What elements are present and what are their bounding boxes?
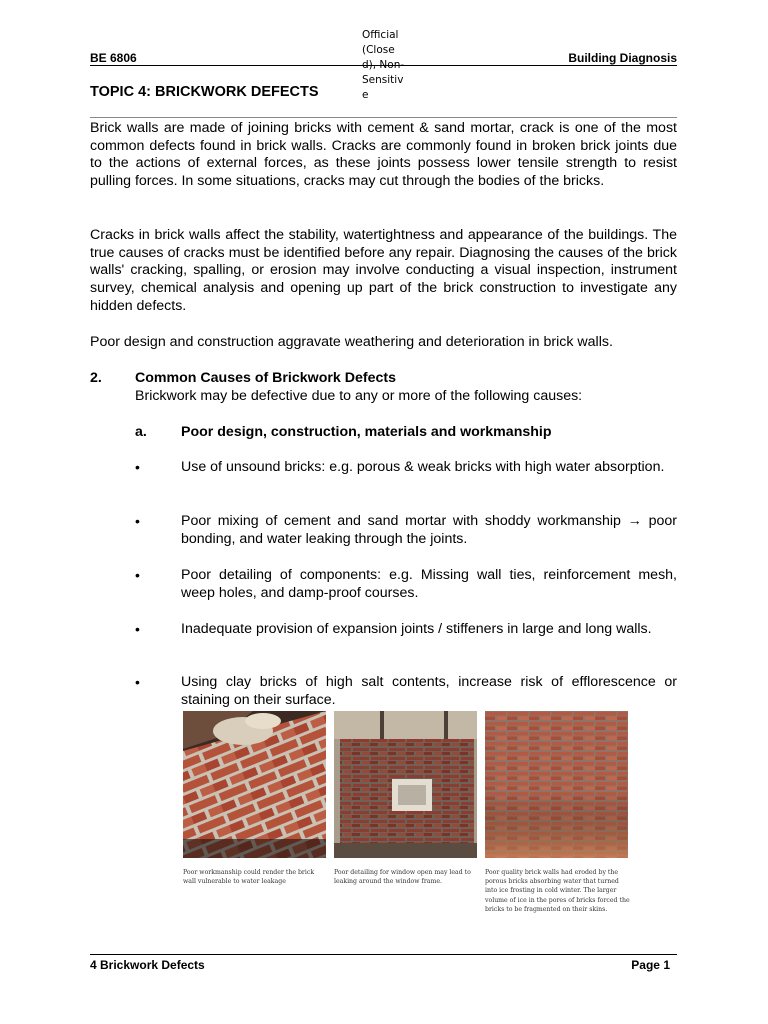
course-title: Building Diagnosis <box>568 51 677 65</box>
section-intro: Brickwork may be defective due to any or more of the following causes: <box>135 388 583 404</box>
footer-rule <box>90 954 677 955</box>
bullet-icon: • <box>135 621 140 637</box>
page-number: Page 1 <box>631 958 670 972</box>
paragraph-cracks: Cracks in brick walls affect the stability, watertightness and appearance of the buildings. The true causes of cracks must be identified before any repair. Diagnosing the causes of the brick walls' cracking, spalling, or erosion may involve conducting a visual inspection, instrument survey, chemical analysis and opening up part of the brick construction to investigate any hidden defects. <box>90 227 677 314</box>
section-number: 2. <box>90 370 102 386</box>
figure-caption: Poor detailing for window open may lead to leaking around the window frame. <box>334 869 471 886</box>
course-code: BE 6806 <box>90 51 137 65</box>
list-item: Use of unsound bricks: e.g. porous & weak bricks with high water absorption. <box>181 459 665 475</box>
photo-window-detailing <box>334 711 477 858</box>
list-item: Using clay bricks of high salt contents, increase risk of efflorescence or staining on their surface. <box>181 674 677 708</box>
classification-label: Official (Closed), Non-Sensitive <box>362 29 405 101</box>
title-rule <box>90 117 677 118</box>
footer-topic: 4 Brickwork Defects <box>90 958 205 972</box>
header-rule <box>90 65 677 66</box>
section-title: Common Causes of Brickwork Defects <box>135 370 396 386</box>
bullet-icon: • <box>135 674 140 690</box>
bullet-icon: • <box>135 513 140 529</box>
photo-eroded-bricks <box>485 711 628 858</box>
list-item: Inadequate provision of expansion joints / stiffeners in large and long walls. <box>181 621 652 637</box>
subsection-letter: a. <box>135 424 147 440</box>
photo-poor-workmanship <box>183 711 326 858</box>
figure-caption: Poor quality brick walls had eroded by the porous bricks absorbing water that turned into ice frosting in cold winter. The larger volume of ice in the pores of bricks forced the bricks to be fragmented on their skins. <box>485 869 630 913</box>
bullet-icon: • <box>135 459 140 475</box>
bullet-icon: • <box>135 567 140 583</box>
paragraph-design: Poor design and construction aggravate weathering and deterioration in brick walls. <box>90 334 613 350</box>
subsection-title: Poor design, construction, materials and workmanship <box>181 424 552 440</box>
list-item: Poor mixing of cement and sand mortar with shoddy workmanship → poor bonding, and water leaking through the joints. <box>181 513 677 547</box>
figure-caption: Poor workmanship could render the brick wall vulnerable to water leakage <box>183 869 315 886</box>
list-item: Poor detailing of components: e.g. Missing wall ties, reinforcement mesh, weep holes, and damp-proof courses. <box>181 567 677 601</box>
topic-title: TOPIC 4: BRICKWORK DEFECTS <box>90 84 319 100</box>
paragraph-intro: Brick walls are made of joining bricks with cement & sand mortar, crack is one of the most common defects found in brick walls. Cracks are commonly found in broken brick joints due to the actions of external forces, as these joints possess lower tensile strength to resist pulling forces. In some situations, cracks may cut through the bodies of the bricks. <box>90 120 677 190</box>
